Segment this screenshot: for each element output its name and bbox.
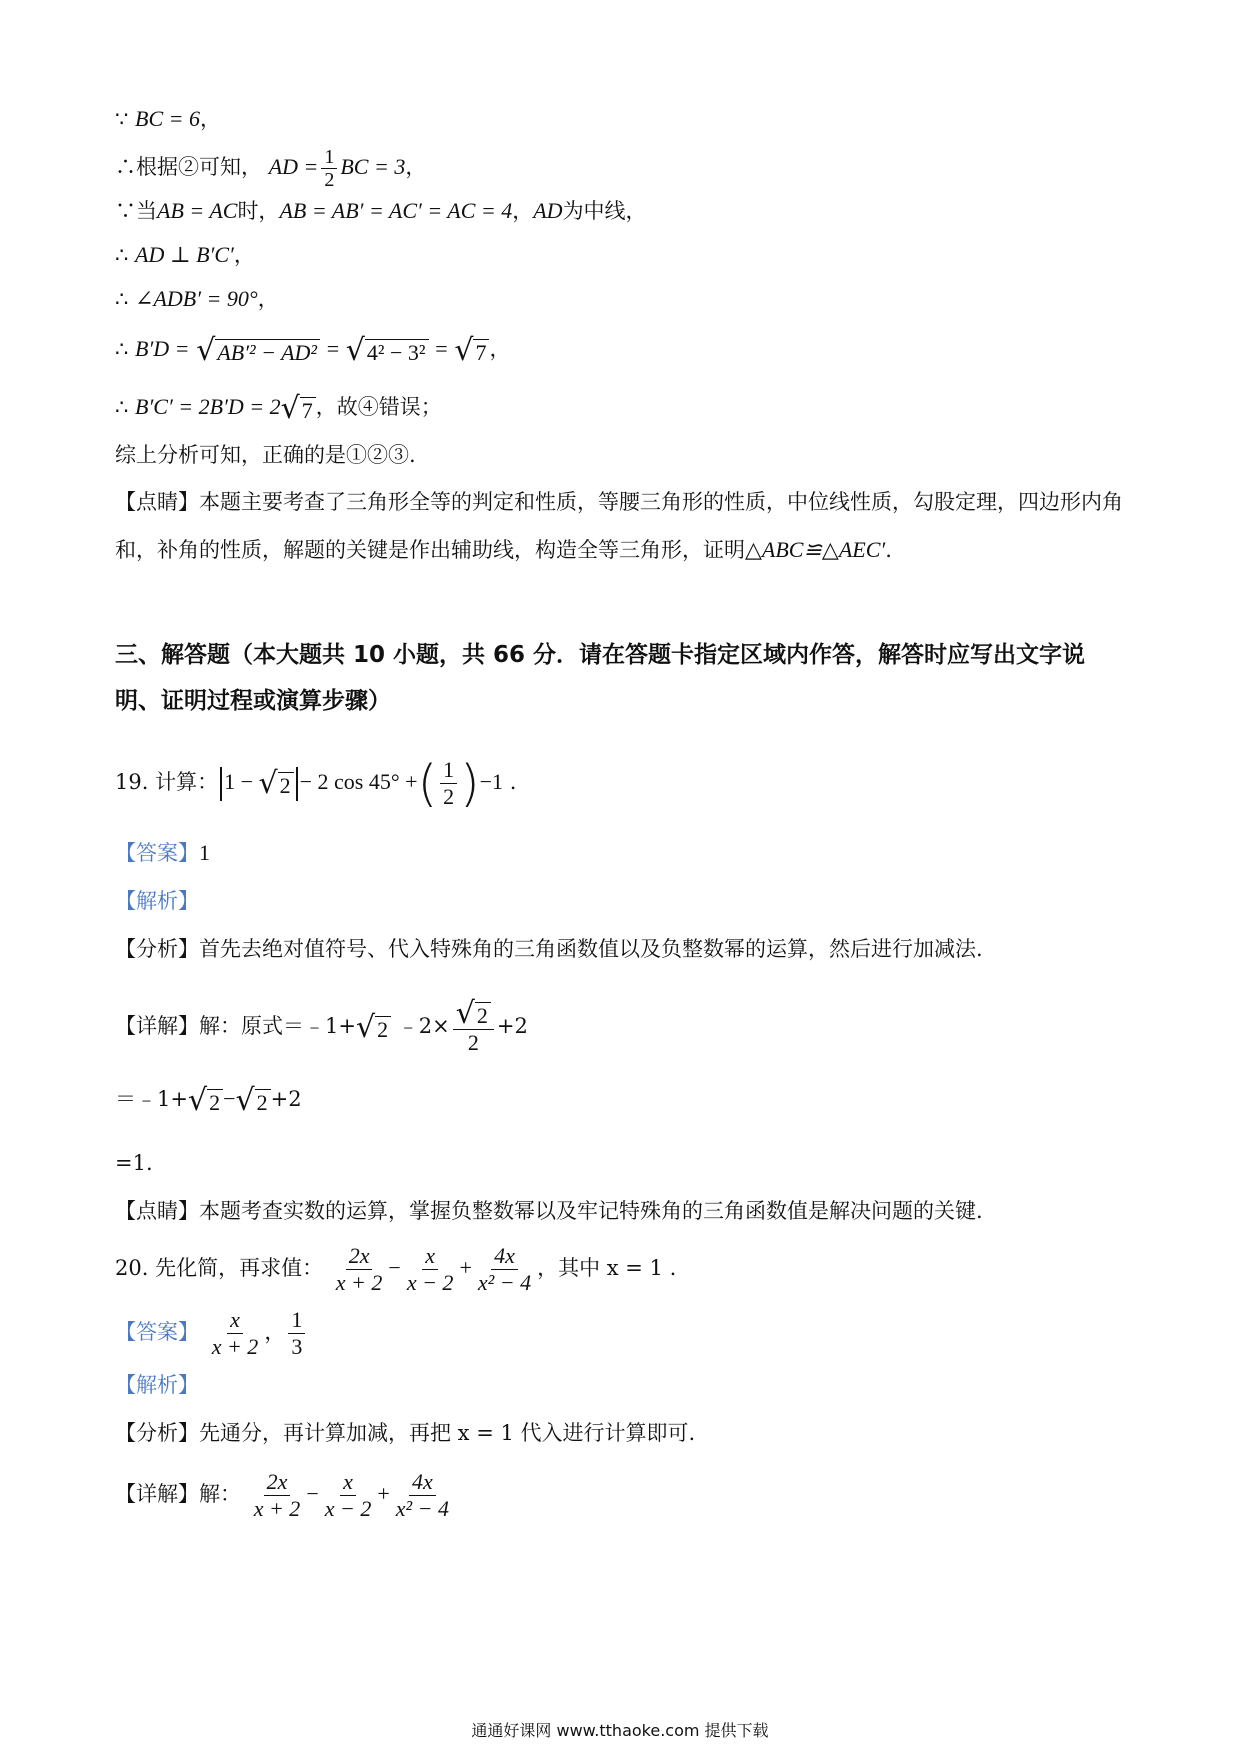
condition-text: ，其中 x = 1 . (537, 1256, 677, 1280)
line-text: 时， (237, 199, 280, 223)
fraction-numerator: 1 (321, 146, 337, 169)
punctuation: ， (264, 1320, 286, 1344)
dianjing-tag: 【点睛】 (115, 490, 199, 514)
punctuation: ， (405, 155, 427, 179)
q20-detail (115, 1462, 455, 1526)
line-ad-perpendicular (115, 240, 255, 270)
step-text: ＝﹣1+ (115, 1087, 188, 1111)
minus-sign: − (306, 1481, 319, 1506)
line-text: ∵当 (115, 199, 157, 223)
fraction-denominator: 2 (443, 784, 455, 809)
question-label: 19. 计算： (115, 770, 219, 794)
line-ad-half-bc (115, 146, 426, 191)
radical-sign: √ (454, 332, 474, 368)
fraction-denominator: x + 2 (211, 1334, 259, 1359)
sqrt-expression (280, 390, 316, 426)
line-bc-2sqrt7 (115, 392, 442, 424)
equals-sign: = (435, 336, 448, 361)
sqrt-expression (196, 332, 320, 368)
q19-answer (115, 838, 210, 868)
equals-sign: = (326, 336, 340, 361)
radical-sign: √ (187, 1082, 208, 1118)
q19-analysis-tag (115, 886, 199, 916)
section-heading: 三、解答题（本大题共 10 小题，共 66 分．请在答题卡指定区域内作答，解答时应写出文字说明、证明过程或演算步骤） (115, 642, 1086, 714)
q20-analysis-tag (115, 1370, 199, 1400)
fraction-denominator: 2 (324, 169, 335, 191)
radicand: 4² − 3² (365, 339, 429, 366)
fraction-numerator: 1 (288, 1307, 305, 1334)
plus-sign: + (377, 1481, 390, 1506)
line-angle-90 (115, 284, 279, 314)
detail-text: 解：原式＝﹣1+ (199, 1014, 356, 1038)
fraction-numerator: 1 (440, 757, 457, 784)
radicand: 2 (475, 1002, 491, 1029)
dianjing-text: 本题主要考查了三角形全等的判定和性质，等腰三角形的性质，中位线性质，勾股定理，四边形内角和，补角的性质，解题的关键是作出辅助线，构造全等三角形，证明 (115, 490, 1123, 562)
radicand: 2 (207, 1089, 223, 1116)
fraction-denominator: x² − 4 (477, 1270, 532, 1295)
fenxi-tag: 【分析】 (115, 1421, 199, 1445)
fraction-numerator: x (227, 1307, 243, 1334)
fraction-denominator: x + 2 (253, 1496, 301, 1521)
fraction-4x-over-x2-minus-4 (393, 1469, 452, 1522)
fraction-denominator: x − 2 (324, 1496, 372, 1521)
radical-sign: √ (235, 1082, 255, 1118)
detail-tag: 【详解】 (115, 1482, 199, 1506)
fraction-denominator: x² − 4 (395, 1496, 449, 1521)
detail-text: ﹣2× (397, 1014, 450, 1038)
q19-step3: =1. (115, 1151, 153, 1175)
minus-sign: − (388, 1255, 401, 1280)
dianjing-tag: 【点睛】 (115, 1199, 199, 1223)
line-text: ， (512, 199, 534, 223)
plus-sign: + (459, 1255, 472, 1280)
detail-tag: 【详解】 (115, 1014, 199, 1038)
therefore-symbol: ∴ (115, 287, 136, 311)
question-20 (115, 1236, 676, 1300)
analysis-tag: 【解析】 (115, 889, 199, 913)
fraction-x-over-x-minus-2 (322, 1469, 375, 1522)
fenxi-text: 首先去绝对值符号、代入特殊角的三角函数值以及负整数幂的运算，然后进行加减法. (199, 937, 983, 961)
radical-sign: √ (355, 1009, 376, 1045)
fraction-denominator: 3 (291, 1334, 303, 1359)
line-conclusion: 综上分析可知，正确的是①②③. (115, 443, 416, 467)
math-expression: B′C′ = 2B′D = 2 (135, 394, 281, 419)
line-bd-sqrt7 (115, 334, 510, 366)
sqrt-expression (258, 765, 294, 801)
fenxi-tag: 【分析】 (115, 937, 199, 961)
math-expression: BC = 6 (135, 106, 201, 131)
answer-fraction-2 (288, 1307, 305, 1360)
fraction-2x-over-x-plus-2 (251, 1469, 304, 1522)
fraction-numerator: 4x (491, 1243, 518, 1270)
analysis-tag: 【解析】 (115, 1373, 199, 1397)
radical-sign: √ (345, 332, 365, 368)
page-footer: 通通好课网 www.tthaoke.com 提供下载 (471, 1721, 769, 1740)
radical-sign: √ (455, 996, 475, 1031)
dianjing-text: 本题考查实数的运算，掌握负整数幂以及牢记特殊角的三角函数值是解决问题的关键. (199, 1199, 983, 1223)
q19-dianjing (115, 1196, 983, 1226)
sqrt-expression (355, 1009, 391, 1045)
therefore-symbol: ∴ (115, 243, 136, 267)
radicand: 7 (473, 339, 489, 366)
math-expression: AB = AB′ = AC′ = AC = 4 (279, 198, 513, 223)
answer-tag: 【答案】 (115, 841, 199, 865)
sqrt-expression (187, 1082, 223, 1118)
punctuation: . (509, 770, 517, 794)
line-bc-equals-6 (115, 104, 221, 134)
fraction-numerator: 2x (346, 1243, 373, 1270)
step-text: +2 (270, 1087, 302, 1111)
punctuation: ， (233, 243, 255, 267)
fraction-2x-over-x-plus-2 (333, 1243, 386, 1296)
math-expression: 1 − (224, 769, 259, 794)
exponent: −1 (479, 769, 504, 794)
q19-fenxi (115, 934, 983, 964)
math-expression: AD ⊥ B′C′ (135, 242, 234, 267)
sqrt-expression (455, 996, 491, 1031)
sqrt-expression (454, 332, 489, 368)
fraction-denominator: x + 2 (335, 1270, 383, 1295)
q20-fenxi (115, 1418, 695, 1448)
dianjing-paragraph (115, 478, 1125, 574)
math-expression: AD (533, 198, 563, 223)
line-text: ∴根据②可知， (115, 155, 262, 179)
radicand: 2 (278, 772, 294, 799)
punctuation: ， (200, 107, 222, 131)
radical-sign: √ (280, 390, 300, 426)
fraction-one-half (321, 146, 337, 191)
q20-answer (115, 1300, 308, 1364)
fraction-numerator: x (340, 1469, 356, 1496)
fraction-numerator: 4x (409, 1469, 436, 1496)
fraction-denominator: 2 (467, 1030, 479, 1055)
line-text: ，故④错误； (315, 395, 442, 419)
left-paren: ( (417, 754, 438, 813)
line-text: 为中线， (562, 199, 647, 223)
punctuation: ， (489, 337, 511, 361)
line-ab-equals-ac (115, 196, 647, 226)
radicand: 2 (375, 1016, 391, 1043)
math-expression: △ABC≌△AEC′ (745, 537, 886, 562)
fraction-numerator (453, 996, 494, 1031)
fraction-denominator: x − 2 (406, 1270, 454, 1295)
question-label: 20. 先化简，再求值： (115, 1256, 324, 1280)
punctuation: ， (257, 287, 279, 311)
therefore-symbol: ∴ (115, 337, 136, 361)
detail-text: 解： (199, 1482, 241, 1506)
sqrt-expression (235, 1082, 271, 1118)
math-lhs: AD = (268, 154, 319, 179)
right-paren: ) (460, 754, 480, 813)
fraction-numerator: x (422, 1243, 438, 1270)
question-19 (115, 752, 516, 812)
radical-sign: √ (258, 765, 278, 801)
fraction-one-half (440, 757, 457, 810)
punctuation: . (885, 538, 892, 562)
fraction-sqrt2-over-2 (453, 996, 494, 1056)
radicand: 7 (300, 397, 316, 424)
radical-sign: √ (196, 332, 216, 368)
therefore-symbol: ∴ (115, 395, 136, 419)
fraction-4x-over-x2-minus-4 (475, 1243, 534, 1296)
radicand: AB′² − AD² (215, 339, 320, 366)
sqrt-expression (345, 332, 429, 368)
answer-tag: 【答案】 (115, 1320, 199, 1344)
absolute-bar-right (296, 767, 298, 801)
minus-sign: − (223, 1086, 236, 1111)
answer-value: 1 (199, 840, 210, 865)
because-symbol: ∵ (115, 107, 136, 131)
fraction-numerator: 2x (264, 1469, 291, 1496)
answer-fraction-1 (209, 1307, 262, 1360)
q19-step2 (115, 1084, 302, 1116)
fenxi-text: 先通分，再计算加减，再把 x = 1 代入进行计算即可. (199, 1421, 696, 1445)
math-expression: ∠ADB′ = 90° (135, 286, 258, 311)
absolute-bar-left (220, 767, 222, 801)
math-expression: − 2 cos 45° + (299, 769, 418, 794)
math-lhs: B′D = (135, 336, 190, 361)
radicand: 2 (255, 1089, 271, 1116)
math-expression: AB = AC (157, 198, 238, 223)
q19-detail (115, 996, 528, 1056)
detail-text: +2 (496, 1014, 528, 1038)
fraction-x-over-x-minus-2 (404, 1243, 457, 1296)
math-rhs: BC = 3 (340, 154, 406, 179)
